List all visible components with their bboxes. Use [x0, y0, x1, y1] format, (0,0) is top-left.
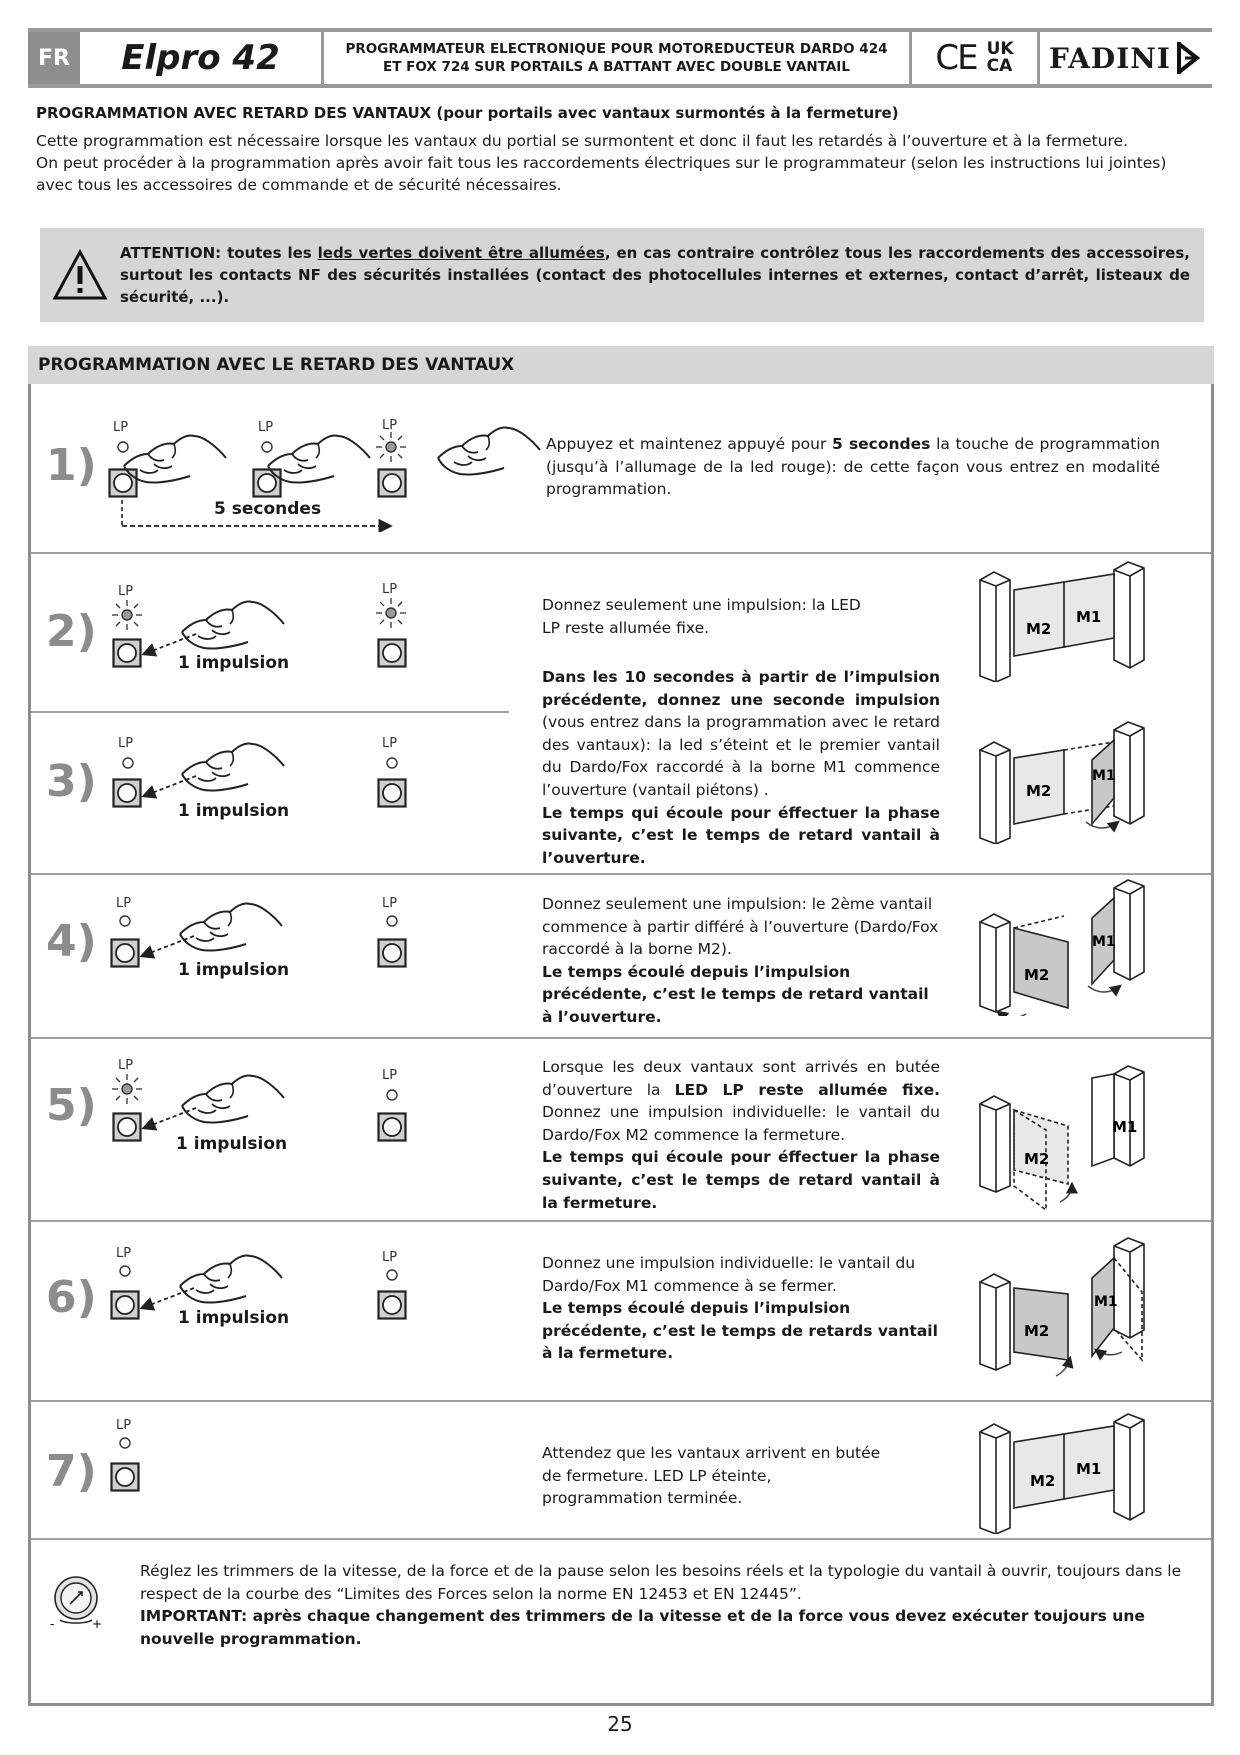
warning-post: , en cas contraire contrôlez tous les raccordements des accessoires, surtout les contacts NF des sécurités installées (contact des photocellules internes et externes, contact d’arrêt, listeaux de sécurité, ...).: [120, 244, 1190, 306]
hand-pressing-icon: [118, 424, 228, 494]
warning-pre: ATTENTION: toutes les: [120, 244, 318, 262]
brand-name: FADINI: [1048, 41, 1172, 75]
gate-closed-diagram: [976, 560, 1152, 682]
led-off-icon: [385, 914, 399, 928]
s1-pre: Appuyez et maintenez appuyé pour: [546, 435, 833, 453]
hand-press-arrow-icon: [136, 1064, 286, 1138]
led-label: LP: [382, 1250, 398, 1265]
program-button-icon: [377, 638, 407, 668]
step-3-text: [542, 666, 940, 869]
step-number: 6): [46, 1272, 97, 1323]
led-label: LP: [382, 418, 398, 433]
row-divider: [31, 1220, 1211, 1222]
language-badge: FR: [28, 32, 80, 84]
row-divider: [31, 1037, 1211, 1039]
led-off-icon: [118, 1436, 132, 1450]
step-number: 5): [46, 1080, 97, 1131]
led-label: LP: [118, 584, 134, 599]
impulse-label: 1 impulsion: [176, 1134, 288, 1154]
intro-title: PROGRAMMATION AVEC RETARD DES VANTAUX (pour portails avec vantaux surmontés à la fermeture): [36, 104, 899, 122]
s5-bold1: LED LP reste allumée fixe.: [674, 1080, 940, 1099]
program-button-icon: [377, 1112, 407, 1142]
brand-logo: [1040, 32, 1212, 84]
gate-label-m1: M1: [1092, 768, 1116, 784]
led-off-icon: [118, 914, 132, 928]
header-bar: [28, 28, 1212, 88]
intro-text: [36, 130, 1206, 196]
program-button-icon: [377, 778, 407, 808]
impulse-label: 1 impulsion: [178, 1308, 290, 1328]
ukca-mark: [987, 41, 1014, 75]
led-off-icon: [121, 756, 135, 770]
ukca-bottom: CA: [986, 56, 1013, 76]
trimmer-note: [140, 1560, 1195, 1650]
impulse-label: 1 impulsion: [178, 801, 290, 821]
model-name: Elpro 42: [80, 32, 324, 84]
led-label: LP: [382, 582, 398, 597]
led-label: LP: [113, 420, 129, 435]
led-label: LP: [258, 420, 274, 435]
led-label: LP: [118, 736, 134, 751]
gate-label-m2: M2: [1026, 620, 1052, 638]
led-label: LP: [116, 1246, 132, 1261]
warning-underlined: leds vertes doivent être allumées: [317, 244, 605, 262]
row-divider: [31, 1400, 1211, 1402]
step-1-text: [546, 433, 1160, 501]
step-number: 3): [46, 756, 97, 807]
impulse-label: 1 impulsion: [178, 960, 290, 980]
step-7-text: Attendez que les vantaux arrivent en butée de fermeture. LED LP éteinte, programmation terminée.: [542, 1444, 881, 1508]
led-label: LP: [382, 736, 398, 751]
gate-label-m2: M2: [1024, 1322, 1050, 1340]
page-number: 25: [607, 1712, 633, 1736]
gate-both-opening-diagram: [976, 876, 1152, 1016]
led-label: LP: [116, 896, 132, 911]
s6-bold: Le temps écoulé depuis l’impulsion précédente, c’est le temps de retards vantail à la fermeture.: [542, 1299, 938, 1363]
row-divider: [31, 711, 509, 713]
intro-line2: On peut procéder à la programmation après avoir fait tous les raccordements électriques sur le programmateur (selon les instructions lui jointes) avec tous les accessoires de commande et de sécurité nécessaires.: [36, 154, 1167, 194]
led-on-icon: [374, 430, 408, 464]
brand-emblem-icon: [1175, 40, 1203, 76]
step-number: 2): [46, 606, 97, 657]
program-button-icon: [377, 1290, 407, 1320]
led-label: LP: [382, 1068, 398, 1083]
step-2-text: Donnez seulement une impulsion: la LED LP reste allumée fixe.: [542, 596, 861, 637]
s5-bold2: Le temps qui écoule pour éffectuer la phase suivante, c’est le temps de retard vantail à la fermeture.: [542, 1148, 940, 1212]
row-divider: [31, 1538, 1211, 1540]
step-5-text: [542, 1056, 940, 1214]
hand-press-arrow-icon: [134, 1244, 284, 1318]
warning-box: [40, 228, 1204, 322]
led-label: LP: [116, 1418, 132, 1433]
hand-press-arrow-icon: [134, 892, 284, 966]
step-number: 4): [46, 916, 97, 967]
led-label: LP: [118, 1058, 134, 1073]
gate-label-m2: M2: [1024, 1150, 1050, 1168]
product-description-line1: PROGRAMMATEUR ELECTRONIQUE POUR MOTOREDUCTEUR DARDO 424: [345, 41, 888, 57]
gate-label-m2: M2: [1026, 782, 1052, 800]
certification-marks: [912, 32, 1040, 84]
program-button-icon: [377, 468, 407, 498]
ukca-top: UK: [986, 39, 1014, 59]
warning-triangle-icon: [40, 249, 120, 301]
gate-m1-opening-diagram: [976, 716, 1152, 844]
gate-label-m2: M2: [1030, 1472, 1056, 1490]
product-description: [324, 32, 912, 84]
s3-normal: (vous entrez dans la programmation avec le retard des vantaux): la led s’éteint et le premier vantail du Dardo/Fox raccordé à la borne M1 commence l’ouverture (vantail piétons) .: [542, 713, 940, 799]
trimmer-icon: [48, 1572, 104, 1630]
gate-label-m2: M2: [1024, 966, 1050, 984]
program-button-icon: [377, 938, 407, 968]
s3-bold2: Le temps qui écoule pour éffectuer la phase suivante, c’est le temps de retard vantail à l’ouverture.: [542, 803, 940, 867]
gate-m1-closing-diagram: [976, 1232, 1152, 1392]
led-off-icon: [385, 756, 399, 770]
led-label: LP: [382, 896, 398, 911]
s4-bold: Le temps écoulé depuis l’impulsion précédente, c’est le temps de retard vantail à l’ouverture.: [542, 962, 929, 1026]
ce-mark: CE: [935, 38, 977, 78]
gate-label-m1: M1: [1092, 934, 1116, 950]
program-button-icon: [110, 1462, 140, 1492]
trimmer-minus: -: [50, 1617, 55, 1630]
hand-press-arrow-icon: [136, 732, 286, 806]
s4-normal: Donnez seulement une impulsion: le 2ème vantail commence à partir différé à l’ouverture (Dardo/Fox raccordé à la borne M2).: [542, 895, 939, 959]
gate-label-m1: M1: [1112, 1118, 1138, 1136]
row-divider: [31, 873, 1211, 875]
led-off-icon: [118, 1264, 132, 1278]
step-number: 7): [46, 1446, 97, 1497]
impulse-label: 1 impulsion: [178, 653, 290, 673]
product-description-line2: ET FOX 724 SUR PORTAILS A BATTANT AVEC DOUBLE VANTAIL: [383, 59, 850, 75]
hand-pressing-icon: [262, 424, 372, 494]
gate-label-m1: M1: [1094, 1294, 1118, 1310]
step-6-text: [542, 1252, 942, 1365]
s6-normal: Donnez une impulsion individuelle: le vantail du Dardo/Fox M1 commence à se fermer.: [542, 1254, 916, 1295]
gate-closed-diagram: [976, 1412, 1152, 1534]
hand-released-icon: [432, 416, 542, 486]
step-number: 1): [46, 440, 97, 491]
s3-bold1: Dans les 10 secondes à partir de l’impulsion précédente, donnez une seconde impulsion: [542, 668, 940, 709]
led-on-icon: [374, 596, 408, 630]
duration-label: 5 secondes: [214, 499, 322, 519]
step-4-text: [542, 893, 942, 1029]
gate-label-m1: M1: [1076, 608, 1102, 626]
trimmer-note-important: IMPORTANT: après chaque changement des trimmers de la vitesse et de la force vous devez exécuter toujours une nouvelle programmation.: [140, 1607, 1145, 1648]
row-divider: [31, 552, 1211, 554]
s1-post: la touche de programmation (jusqu’à l’allumage de la led rouge): de cette façon vous entrez en modalité programmation.: [546, 435, 1160, 499]
trimmer-note-text: Réglez les trimmers de la vitesse, de la force et de la pause selon les besoins réels et la typologie du vantail à ouvrir, toujours dans le respect de la courbe des “Limites des Forces selon la norme EN 12453 et EN 12445”.: [140, 1562, 1182, 1603]
s1-bold: 5 secondes: [832, 435, 931, 453]
gate-label-m1: M1: [1076, 1460, 1102, 1478]
led-off-icon: [385, 1268, 399, 1282]
s5-normal1: Lorsque les deux vantaux sont arrivés en butée d’ouverture la: [542, 1058, 940, 1099]
s5-normal2: Donnez une impulsion individuelle: le vantail du Dardo/Fox M2 commence la fermeture.: [542, 1103, 940, 1144]
warning-text: [120, 242, 1204, 308]
trimmer-plus: +: [92, 1617, 103, 1630]
gate-m2-closing-diagram: [976, 1054, 1152, 1214]
intro-line1: Cette programmation est nécessaire lorsque les vantaux du portial se surmontent et donc il faut les retardés à l’ouverture et à la fermeture.: [36, 132, 1129, 150]
section-title: PROGRAMMATION AVEC LE RETARD DES VANTAUX: [28, 346, 1214, 384]
led-off-icon: [385, 1088, 399, 1102]
